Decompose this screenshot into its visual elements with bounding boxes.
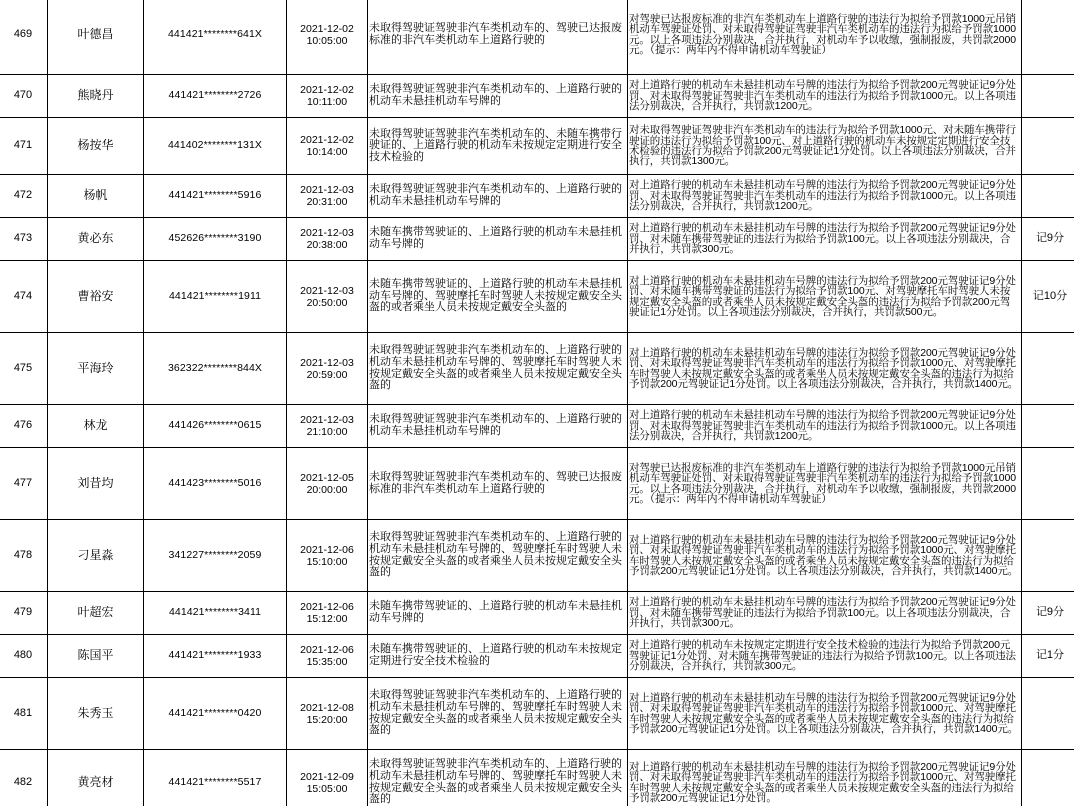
points-cell[interactable] <box>1022 0 1074 75</box>
violation-cell[interactable]: 未取得驾驶证驾驶非汽车类机动车的、上道路行驶的机动车未悬挂机动车号牌的 <box>368 175 628 218</box>
violation-cell[interactable]: 未随车携带驾驶证的、上道路行驶的机动车未悬挂机动车号牌的、驾驶摩托车时驾驶人未按规定戴安全头盔的或者乘坐人员未按规定戴安全头盔的 <box>368 261 628 333</box>
record-number-cell[interactable]: 482 <box>0 750 48 806</box>
datetime-cell[interactable] <box>287 520 368 592</box>
points-cell[interactable] <box>1022 333 1074 405</box>
date-text: 2021-12-06 <box>300 543 354 556</box>
datetime-cell[interactable] <box>287 261 368 333</box>
violation-cell[interactable]: 未随车携带驾驶证的、上道路行驶的机动车未按规定定期进行安全技术检验的 <box>368 635 628 678</box>
name-cell[interactable]: 黄亮材 <box>48 750 144 806</box>
id-number-cell[interactable]: 441421********1933 <box>144 635 287 678</box>
name-cell[interactable]: 杨按华 <box>48 118 144 175</box>
time-text: 15:10:00 <box>306 555 348 568</box>
time-text: 15:05:00 <box>306 782 348 795</box>
violation-cell[interactable]: 未取得驾驶证驾驶非汽车类机动车的、上道路行驶的机动车未悬挂机动车号牌的、驾驶摩托车时驾驶人未按规定戴安全头盔的或者乘坐人员未按规定戴安全头盔的 <box>368 750 628 806</box>
name-cell[interactable]: 叶超宏 <box>48 592 144 635</box>
points-cell[interactable]: 记10分 <box>1022 261 1074 333</box>
table-row <box>0 218 1074 261</box>
name-cell[interactable]: 刁星淼 <box>48 520 144 592</box>
time-text: 10:14:00 <box>306 146 348 158</box>
name-cell[interactable]: 熊晓丹 <box>48 75 144 118</box>
time-text: 10:11:00 <box>306 96 348 108</box>
penalty-cell[interactable]: 对驾驶已达报废标准的非汽车类机动车上道路行驶的违法行为拟给予罚款1000元吊销机动车驾驶证处罚、对未取得驾驶证驾驶非汽车类机动车的违法行为拟给予罚款1000元。以上各项违法分别裁决，合并执行，对机动车予以收缴，强制报废，共罚款2000元。（提示：两年内不得申请机动车驾驶证） <box>628 448 1022 520</box>
table-row <box>0 678 1074 750</box>
date-text: 2021-12-06 <box>300 601 354 613</box>
table-row <box>0 448 1074 520</box>
datetime-cell[interactable] <box>287 635 368 678</box>
table-row <box>0 261 1074 333</box>
name-cell[interactable]: 朱秀玉 <box>48 678 144 750</box>
time-text: 20:31:00 <box>306 196 348 208</box>
table-row <box>0 405 1074 448</box>
name-cell[interactable]: 叶德昌 <box>48 0 144 75</box>
record-number-cell[interactable]: 476 <box>0 405 48 448</box>
datetime-cell[interactable] <box>287 175 368 218</box>
date-text: 2021-12-02 <box>300 22 354 35</box>
datetime-cell[interactable] <box>287 0 368 75</box>
table-row <box>0 750 1074 806</box>
time-text: 20:00:00 <box>306 483 348 496</box>
table-row <box>0 0 1074 75</box>
record-number-cell[interactable]: 477 <box>0 448 48 520</box>
name-cell[interactable]: 陈国平 <box>48 635 144 678</box>
name-cell[interactable]: 曹裕安 <box>48 261 144 333</box>
time-text: 21:10:00 <box>306 426 348 438</box>
record-number-cell[interactable]: 473 <box>0 218 48 261</box>
violation-cell[interactable]: 未取得驾驶证驾驶非汽车类机动车的、上道路行驶的机动车未悬挂机动车号牌的、驾驶摩托车时驾驶人未按规定戴安全头盔的或者乘坐人员未按规定戴安全头盔的 <box>368 678 628 750</box>
points-cell[interactable] <box>1022 750 1074 806</box>
violation-cell[interactable]: 未取得驾驶证驾驶非汽车类机动车的、上道路行驶的机动车未悬挂机动车号牌的、驾驶摩托车时驾驶人未按规定戴安全头盔的或者乘坐人员未按规定戴安全头盔的 <box>368 333 628 405</box>
table-row <box>0 175 1074 218</box>
penalty-cell[interactable]: 对上道路行驶的机动车未悬挂机动车号牌的违法行为拟给予罚款200元驾驶证记9分处罚、对未取得驾驶证驾驶非汽车类机动车的违法行为拟给予罚款1000元、对驾驶摩托车时驾驶人未按规定戴安全头盔的或者乘坐人员未按规定戴安全头盔的违法行为拟给予罚款200元驾驶证记1分处罚。 <box>628 750 1022 806</box>
penalty-cell[interactable]: 对上道路行驶的机动车未悬挂机动车号牌的违法行为拟给予罚款200元驾驶证记9分处罚、对未取得驾驶证驾驶非汽车类机动车的违法行为拟给予罚款1000元。以上各项违法分别裁决，合并执行，共罚款1200元。 <box>628 175 1022 218</box>
time-text: 15:12:00 <box>306 613 348 625</box>
date-text: 2021-12-06 <box>300 644 354 656</box>
record-number-cell[interactable]: 478 <box>0 520 48 592</box>
date-text: 2021-12-02 <box>300 134 354 146</box>
points-cell[interactable] <box>1022 175 1074 218</box>
date-text: 2021-12-05 <box>300 471 354 484</box>
id-number-cell[interactable]: 441421********5916 <box>144 175 287 218</box>
id-number-cell[interactable]: 452626********3190 <box>144 218 287 261</box>
record-number-cell[interactable]: 471 <box>0 118 48 175</box>
violation-cell[interactable]: 未随车携带驾驶证的、上道路行驶的机动车未悬挂机动车号牌的 <box>368 592 628 635</box>
points-cell[interactable] <box>1022 118 1074 175</box>
date-text: 2021-12-03 <box>300 414 354 426</box>
penalty-cell[interactable]: 对上道路行驶的机动车未悬挂机动车号牌的违法行为拟给予罚款200元驾驶证记9分处罚、对未取得驾驶证驾驶非汽车类机动车的违法行为拟给予罚款1000元、对驾驶摩托车时驾驶人未按规定戴安全头盔的或者乘坐人员未按规定戴安全头盔的违法行为拟给予罚款200元驾驶证记1分处罚。以上各项违法分别裁决，合并执行，共罚款1400元。 <box>628 333 1022 405</box>
date-text: 2021-12-09 <box>300 770 354 783</box>
id-number-cell[interactable]: 362322********844X <box>144 333 287 405</box>
table-row <box>0 520 1074 592</box>
violation-cell[interactable]: 未取得驾驶证驾驶非汽车类机动车的、驾驶已达报废标准的非汽车类机动车上道路行驶的 <box>368 0 628 75</box>
record-number-cell[interactable]: 470 <box>0 75 48 118</box>
violation-cell[interactable]: 未取得驾驶证驾驶非汽车类机动车的、上道路行驶的机动车未悬挂机动车号牌的、驾驶摩托车时驾驶人未按规定戴安全头盔的或者乘坐人员未按规定戴安全头盔的 <box>368 520 628 592</box>
record-number-cell[interactable]: 481 <box>0 678 48 750</box>
datetime-cell[interactable] <box>287 218 368 261</box>
penalty-cell[interactable]: 对上道路行驶的机动车未悬挂机动车号牌的违法行为拟给予罚款200元驾驶证记9分处罚、对未取得驾驶证驾驶非汽车类机动车的违法行为拟给予罚款1000元、对驾驶摩托车时驾驶人未按规定戴安全头盔的或者乘坐人员未按规定戴安全头盔的违法行为拟给予罚款200元驾驶证记1分处罚。以上各项违法分别裁决，合并执行，共罚款1400元。 <box>628 678 1022 750</box>
id-number-cell[interactable]: 441426********0615 <box>144 405 287 448</box>
points-cell[interactable] <box>1022 405 1074 448</box>
violation-cell[interactable]: 未取得驾驶证驾驶非汽车类机动车的、上道路行驶的机动车未悬挂机动车号牌的 <box>368 405 628 448</box>
penalty-cell[interactable]: 对未取得驾驶证驾驶非汽车类机动车的违法行为拟给予罚款1000元、对未随车携带行驶证的违法行为拟给予罚款100元、对上道路行驶的机动车未按规定定期进行安全技术检验的违法行为拟给予罚款200元驾驶证记1分处罚。以上各项违法分别裁决，合并执行，共罚款1300元。 <box>628 118 1022 175</box>
time-text: 15:20:00 <box>306 713 348 726</box>
date-text: 2021-12-03 <box>300 284 354 297</box>
points-cell[interactable] <box>1022 75 1074 118</box>
time-text: 15:35:00 <box>306 656 348 668</box>
record-number-cell[interactable]: 469 <box>0 0 48 75</box>
name-cell[interactable]: 林龙 <box>48 405 144 448</box>
datetime-cell[interactable] <box>287 405 368 448</box>
date-text: 2021-12-03 <box>300 227 354 239</box>
time-text: 10:05:00 <box>306 34 348 47</box>
points-cell[interactable] <box>1022 448 1074 520</box>
penalty-cell[interactable]: 对上道路行驶的机动车未悬挂机动车号牌的违法行为拟给予罚款200元驾驶证记9分处罚、对未取得驾驶证驾驶非汽车类机动车的违法行为拟给予罚款1000元、对驾驶摩托车时驾驶人未按规定戴安全头盔的或者乘坐人员未按规定戴安全头盔的违法行为拟给予罚款200元驾驶证记1分处罚。以上各项违法分别裁决，合并执行，共罚款1400元。 <box>628 520 1022 592</box>
name-cell[interactable]: 杨帆 <box>48 175 144 218</box>
date-text: 2021-12-08 <box>300 701 354 714</box>
datetime-cell[interactable] <box>287 750 368 806</box>
record-number-cell[interactable]: 479 <box>0 592 48 635</box>
penalty-cell[interactable]: 对上道路行驶的机动车未悬挂机动车号牌的违法行为拟给予罚款200元驾驶证记9分处罚、对未随车携带驾驶证的违法行为拟给予罚款100元。以上各项违法分别裁决，合并执行，共罚款300元。 <box>628 218 1022 261</box>
time-text: 20:59:00 <box>306 368 348 381</box>
violation-cell[interactable]: 未取得驾驶证驾驶非汽车类机动车的、未随车携带行驶证的、上道路行驶的机动车未按规定定期进行安全技术检验的 <box>368 118 628 175</box>
penalty-cell[interactable]: 对上道路行驶的机动车未悬挂机动车号牌的违法行为拟给予罚款200元驾驶证记9分处罚、对未随车携带驾驶证的违法行为拟给予罚款100元、对驾驶摩托车时驾驶人未按规定戴安全头盔的或者乘坐人员未按规定戴安全头盔的违法行为拟给予罚款200元驾驶证记1分处罚。以上各项违法分别裁决，合并执行，共罚款500元。 <box>628 261 1022 333</box>
id-number-cell[interactable]: 441421********3411 <box>144 592 287 635</box>
penalty-cell[interactable]: 对上道路行驶的机动车未悬挂机动车号牌的违法行为拟给予罚款200元驾驶证记9分处罚、对未随车携带驾驶证的违法行为拟给予罚款100元。以上各项违法分别裁决，合并执行，共罚款300元。 <box>628 592 1022 635</box>
record-number-cell[interactable]: 475 <box>0 333 48 405</box>
points-cell[interactable] <box>1022 520 1074 592</box>
date-text: 2021-12-02 <box>300 84 354 96</box>
date-text: 2021-12-03 <box>300 356 354 369</box>
time-text: 20:50:00 <box>306 296 348 309</box>
violation-cell[interactable]: 未随车携带驾驶证的、上道路行驶的机动车未悬挂机动车号牌的 <box>368 218 628 261</box>
id-number-cell[interactable]: 441421********5517 <box>144 750 287 806</box>
table-row <box>0 333 1074 405</box>
points-cell[interactable]: 记9分 <box>1022 218 1074 261</box>
datetime-cell[interactable] <box>287 448 368 520</box>
name-cell[interactable]: 平海玲 <box>48 333 144 405</box>
points-cell[interactable]: 记1分 <box>1022 635 1074 678</box>
name-cell[interactable]: 刘昔均 <box>48 448 144 520</box>
datetime-cell[interactable] <box>287 333 368 405</box>
penalty-cell[interactable]: 对上道路行驶的机动车未悬挂机动车号牌的违法行为拟给予罚款200元驾驶证记9分处罚、对未取得驾驶证驾驶非汽车类机动车的违法行为拟给予罚款1000元。以上各项违法分别裁决，合并执行，共罚款1200元。 <box>628 405 1022 448</box>
id-number-cell[interactable]: 441421********1911 <box>144 261 287 333</box>
penalty-cell[interactable]: 对上道路行驶的机动车未悬挂机动车号牌的违法行为拟给予罚款200元驾驶证记9分处罚、对未取得驾驶证驾驶非汽车类机动车的违法行为拟给予罚款1000元。以上各项违法分别裁决，合并执行，共罚款1200元。 <box>628 75 1022 118</box>
id-number-cell[interactable]: 441421********641X <box>144 0 287 75</box>
violation-cell[interactable]: 未取得驾驶证驾驶非汽车类机动车的、上道路行驶的机动车未悬挂机动车号牌的 <box>368 75 628 118</box>
datetime-cell[interactable] <box>287 592 368 635</box>
violation-cell[interactable]: 未取得驾驶证驾驶非汽车类机动车的、驾驶已达报废标准的非汽车类机动车上道路行驶的 <box>368 448 628 520</box>
id-number-cell[interactable]: 441421********0420 <box>144 678 287 750</box>
table-row <box>0 592 1074 635</box>
table-row <box>0 635 1074 678</box>
id-number-cell[interactable]: 441421********2726 <box>144 75 287 118</box>
id-number-cell[interactable]: 441423********5016 <box>144 448 287 520</box>
id-number-cell[interactable]: 341227********2059 <box>144 520 287 592</box>
id-number-cell[interactable]: 441402********131X <box>144 118 287 175</box>
table-row <box>0 75 1074 118</box>
datetime-cell[interactable] <box>287 118 368 175</box>
time-text: 20:38:00 <box>306 239 348 251</box>
record-number-cell[interactable]: 472 <box>0 175 48 218</box>
datetime-cell[interactable] <box>287 75 368 118</box>
date-text: 2021-12-03 <box>300 184 354 196</box>
record-number-cell[interactable]: 474 <box>0 261 48 333</box>
record-number-cell[interactable]: 480 <box>0 635 48 678</box>
name-cell[interactable]: 黄必东 <box>48 218 144 261</box>
penalty-cell[interactable]: 对驾驶已达报废标准的非汽车类机动车上道路行驶的违法行为拟给予罚款1000元吊销机动车驾驶证处罚、对未取得驾驶证驾驶非汽车类机动车的违法行为拟给予罚款1000元。以上各项违法分别裁决，合并执行，对机动车予以收缴，强制报废，共罚款2000元。（提示：两年内不得申请机动车驾驶证） <box>628 0 1022 75</box>
table-row <box>0 118 1074 175</box>
datetime-cell[interactable] <box>287 678 368 750</box>
points-cell[interactable]: 记9分 <box>1022 592 1074 635</box>
penalty-cell[interactable]: 对上道路行驶的机动车未按规定定期进行安全技术检验的违法行为拟给予罚款200元驾驶证记1分处罚、对未随车携带驾驶证的违法行为拟给予罚款100元。以上各项违法分别裁决，合并执行，共罚款300元。 <box>628 635 1022 678</box>
points-cell[interactable] <box>1022 678 1074 750</box>
